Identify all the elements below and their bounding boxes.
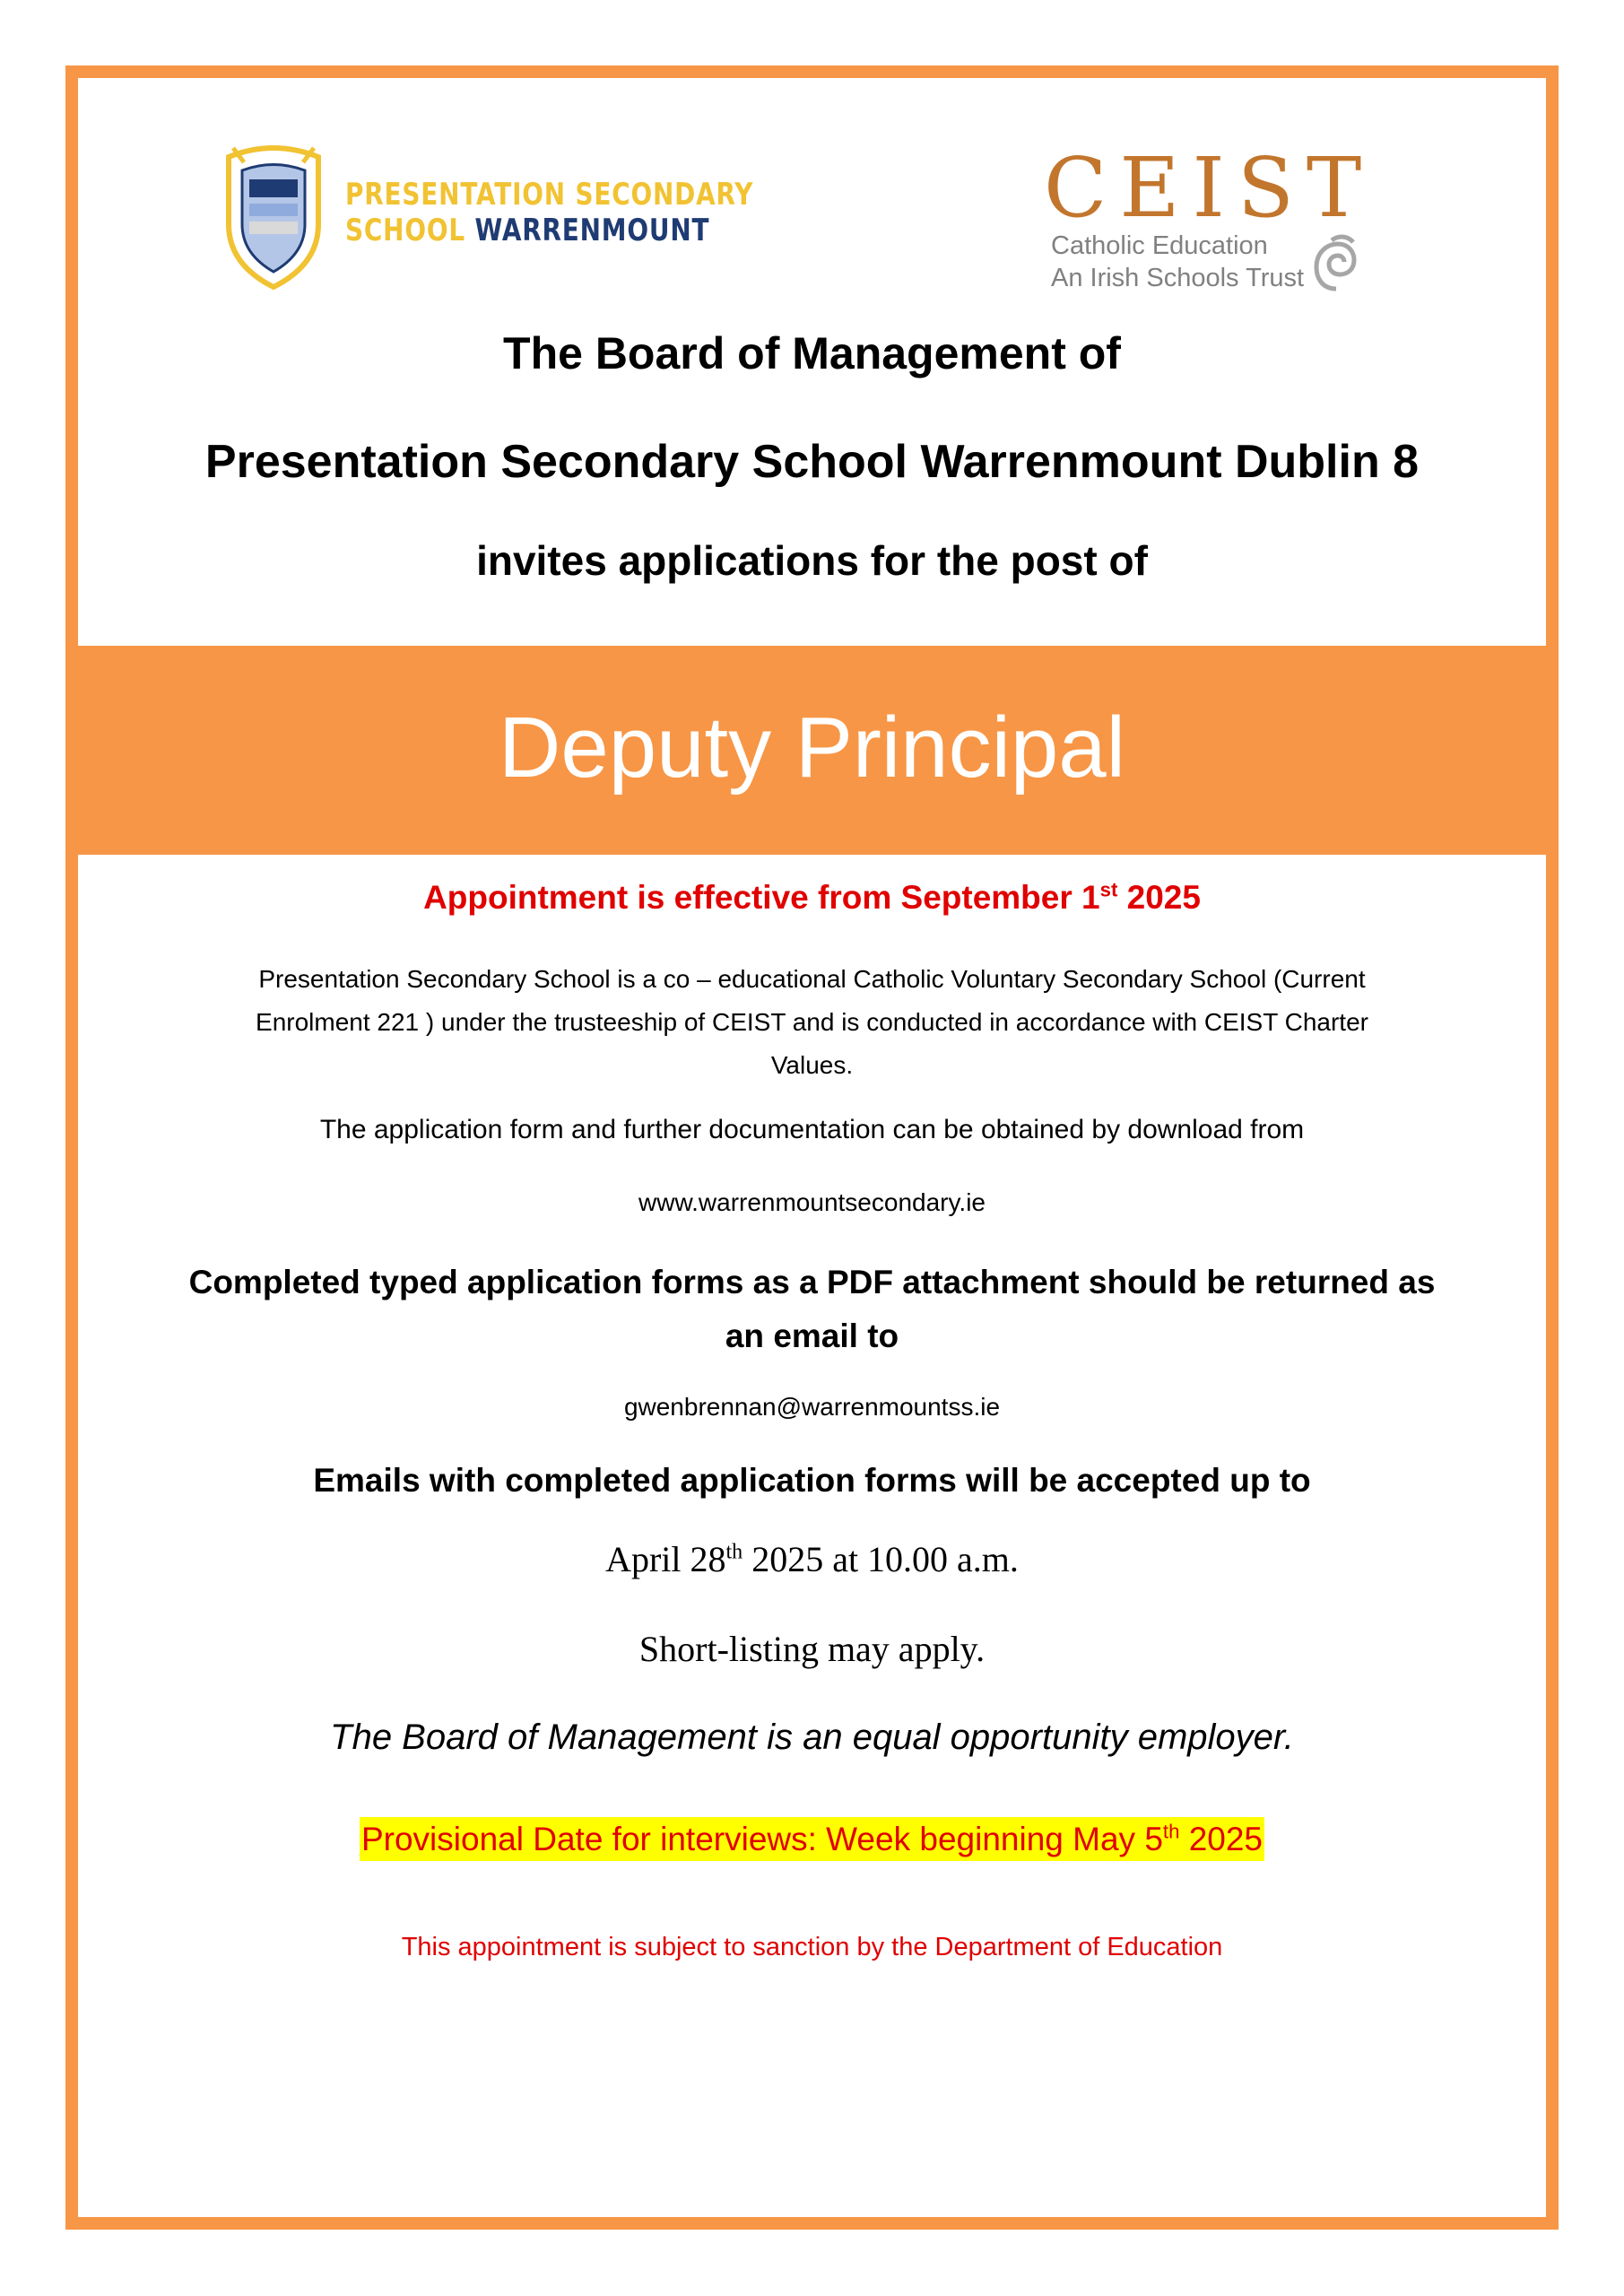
appointment-date: Appointment is effective from September 1st 2025	[423, 878, 1201, 916]
spiral-icon	[1314, 233, 1359, 292]
heading-invites: invites applications for the post of	[476, 537, 1148, 584]
school-crest-icon	[215, 139, 332, 291]
ceist-logo	[1031, 140, 1375, 305]
website-link[interactable]: www.warrenmountsecondary.ie	[638, 1188, 986, 1216]
email-link[interactable]: gwenbrennan@warrenmountss.ie	[623, 1393, 1001, 1421]
school-logo	[215, 139, 754, 291]
school-intro: Presentation Secondary School is a co – educational Catholic Voluntary Secondary School (Current Enrolment 221 ) under the trusteeship of CEIST and is conducted in accordance with CEIST Charter Values.	[256, 965, 1368, 1079]
interview-date: Provisional Date for interviews: Week beginning May 5th 2025	[0, 1821, 1624, 1858]
school-logo-text: PRESENTATION SECONDARY SCHOOL WARRENMOUNT	[345, 177, 754, 248]
completed-forms-text: Completed typed application forms as a PDF attachment should be returned as an email to	[188, 1264, 1436, 1354]
accepted-until-text: Emails with completed application forms will be accepted up to	[313, 1462, 1311, 1499]
ceist-wordmark: CEIST	[1044, 140, 1375, 236]
deadline: April 28th 2025 at 10.00 a.m.	[605, 1539, 1019, 1579]
application-form-text: The application form and further documentation can be obtained by download from	[319, 1115, 1305, 1144]
heading-school-name: Presentation Secondary School Warrenmount Dublin 8	[204, 436, 1420, 488]
shortlisting-note: Short-listing may apply.	[638, 1629, 986, 1669]
equal-opportunity-note: The Board of Management is an equal opportunity employer.	[330, 1718, 1294, 1757]
post-title: Deputy Principal	[499, 700, 1125, 796]
sanction-note: This appointment is subject to sanction by the Department of Education	[401, 1933, 1223, 1961]
page-border	[65, 65, 1559, 2230]
ceist-subtitle: Catholic Education An Irish Schools Trust	[1051, 231, 1305, 292]
post-title-banner	[78, 646, 1546, 855]
heading-board: The Board of Management of	[503, 328, 1121, 378]
